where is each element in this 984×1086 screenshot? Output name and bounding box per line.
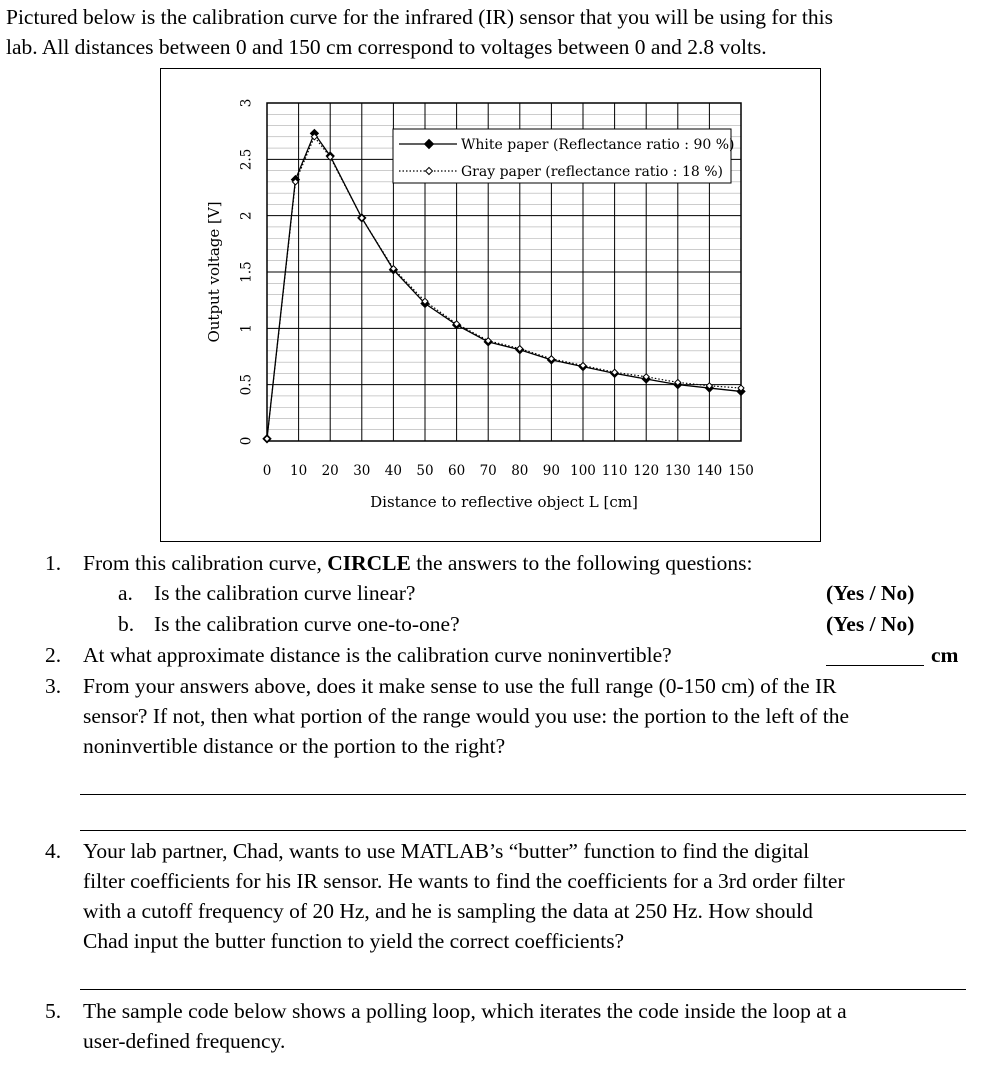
question-1a-label: a. <box>118 581 133 605</box>
question-1b-text: Is the calibration curve one-to-one? <box>154 612 460 636</box>
x-tick-label: 130 <box>664 463 691 479</box>
x-tick-label: 120 <box>633 463 660 479</box>
question-3-line-2: sensor? If not, then what portion of the range would you use: the portion to the left of the <box>83 704 850 728</box>
y-tick-label: 1 <box>238 324 255 333</box>
chart-svg <box>161 69 822 543</box>
question-4-line-2: filter coefficients for his IR sensor. He wants to find the coefficients for a 3rd order filter <box>83 869 845 893</box>
question-1a-answer-choices[interactable]: (Yes / No) <box>826 581 915 605</box>
question-1b <box>118 609 718 639</box>
question-2-answer-blank[interactable] <box>826 665 924 666</box>
question-3-line-1: From your answers above, does it make sense to use the full range (0-150 cm) of the IR <box>83 674 837 698</box>
x-tick-label: 20 <box>321 463 339 479</box>
question-2-number: 2. <box>45 643 62 667</box>
question-3-text <box>83 671 983 761</box>
question-4-text <box>83 836 983 956</box>
calibration-chart <box>160 68 821 542</box>
x-tick-label: 110 <box>601 463 628 479</box>
x-tick-label: 0 <box>262 463 272 479</box>
question-1-text <box>83 548 752 578</box>
x-tick-label: 60 <box>448 463 466 479</box>
question-1-number: 1. <box>45 551 62 575</box>
question-3-answer-line-2[interactable] <box>80 830 966 831</box>
question-2 <box>45 640 805 670</box>
question-3-answer-line-1[interactable] <box>80 794 966 795</box>
intro-line-1: Pictured below is the calibration curve for the infrared (IR) sensor that you will be using for this <box>6 5 833 29</box>
legend-entry: White paper (Reflectance ratio : 90 %) <box>461 137 735 153</box>
question-4-line-1: Your lab partner, Chad, wants to use MATLAB’s “butter” function to find the digital <box>83 839 810 863</box>
y-tick-label: 1.5 <box>238 261 255 283</box>
x-tick-label: 150 <box>728 463 754 479</box>
question-5-text <box>83 996 983 1056</box>
x-tick-label: 30 <box>353 463 371 479</box>
question-2-text: At what approximate distance is the calibration curve noninvertible? <box>83 643 672 667</box>
question-5-line-2: user-defined frequency. <box>83 1029 286 1053</box>
y-axis-label: Output voltage [V] <box>205 201 223 343</box>
question-3-number: 3. <box>45 674 62 698</box>
question-2-unit: cm <box>931 643 959 667</box>
question-4-line-4: Chad input the butter function to yield the correct coefficients? <box>83 929 625 953</box>
question-1a <box>118 578 718 608</box>
x-tick-label: 10 <box>290 463 308 479</box>
x-tick-label: 100 <box>570 463 596 479</box>
intro-line-2: lab. All distances between 0 and 150 cm correspond to voltages between 0 and 2.8 volts. <box>6 35 767 59</box>
x-axis-label: Distance to reflective object L [cm] <box>370 493 638 511</box>
question-4 <box>45 836 975 960</box>
intro-paragraph <box>6 2 976 62</box>
x-tick-label: 40 <box>384 463 402 479</box>
question-1a-text: Is the calibration curve linear? <box>154 581 416 605</box>
question-5-line-1: The sample code below shows a polling loop, which iterates the code inside the loop at a <box>83 999 847 1023</box>
y-tick-label: 0.5 <box>238 373 255 396</box>
x-tick-label: 90 <box>542 463 560 479</box>
y-tick-label: 2 <box>238 211 255 220</box>
question-1b-label: b. <box>118 612 135 636</box>
question-3 <box>45 671 975 763</box>
x-tick-label: 50 <box>416 463 434 479</box>
question-5 <box>45 996 975 1058</box>
question-4-number: 4. <box>45 839 62 863</box>
x-tick-label: 80 <box>511 463 529 479</box>
question-1-circle-keyword: CIRCLE <box>327 551 411 575</box>
question-4-answer-line[interactable] <box>80 989 966 990</box>
legend-entry: Gray paper (reflectance ratio : 18 %) <box>461 164 723 180</box>
y-tick-label: 2.5 <box>238 148 255 171</box>
question-1 <box>45 548 965 578</box>
y-tick-label: 3 <box>238 98 255 108</box>
question-1-text-post: the answers to the following questions: <box>410 551 753 575</box>
x-tick-label: 140 <box>696 463 723 479</box>
question-3-line-3: noninvertible distance or the portion to the right? <box>83 734 506 758</box>
question-5-number: 5. <box>45 999 62 1023</box>
question-1-text-pre: From this calibration curve, <box>83 551 328 575</box>
question-1b-answer-choices[interactable]: (Yes / No) <box>826 612 915 636</box>
x-tick-label: 70 <box>479 463 497 479</box>
question-4-line-3: with a cutoff frequency of 20 Hz, and he is sampling the data at 250 Hz. How should <box>83 899 813 923</box>
y-tick-label: 0 <box>238 436 255 446</box>
